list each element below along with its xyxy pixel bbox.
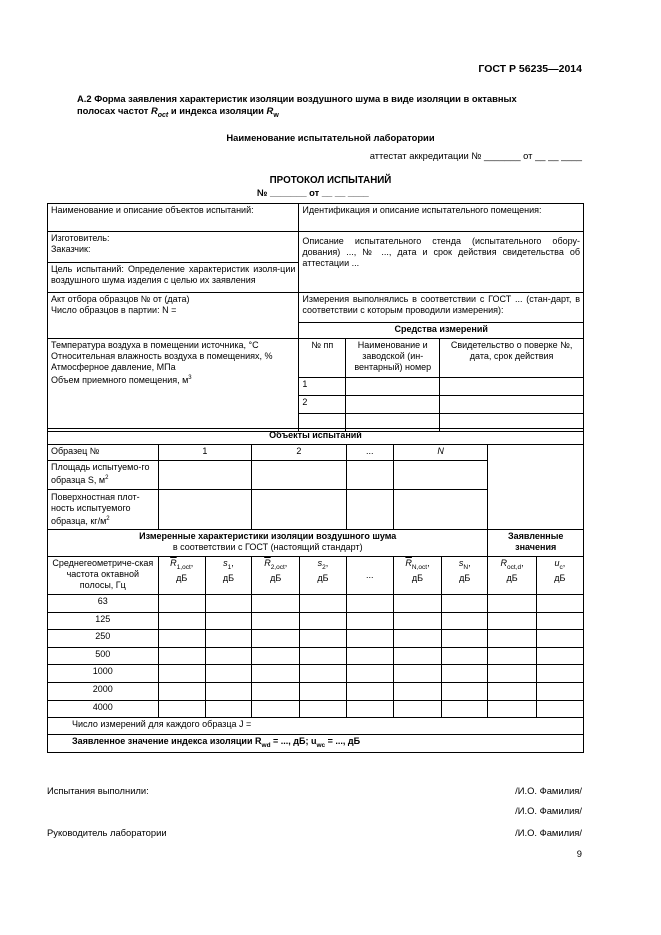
value-cell	[536, 700, 583, 718]
value-cell	[300, 630, 346, 648]
value-cell	[346, 665, 393, 683]
value-cell	[393, 647, 441, 665]
col-cert: Свидетельство о поверке №, дата, срок действия	[440, 339, 584, 378]
objects-title: Объекты испытаний	[48, 429, 584, 445]
frequency-value: 500	[48, 647, 159, 665]
frequency-row	[48, 665, 584, 683]
value-cell	[393, 595, 441, 613]
standard-reference: Измерения выполнялись в соответствии с ГОСТ ... (стан-дарт, в соответствии с которым проводили измерения):	[299, 293, 584, 323]
value-cell	[300, 700, 346, 718]
measuring-tools-header: Средства измерений	[299, 323, 584, 339]
value-cell	[393, 700, 441, 718]
value-cell	[300, 595, 346, 613]
value-cell	[536, 595, 583, 613]
value-cell	[346, 595, 393, 613]
stand-description-text: Описание испытательного стенда (испытательного обору-дования) ..., № ..., дата и срок действия свидетельства об аттестации ...	[302, 236, 580, 268]
signature-name-3: /И.О. Фамилия/	[515, 827, 582, 838]
value-cell	[300, 612, 346, 630]
col-s2: $s_2$, дБ	[300, 557, 346, 595]
value-cell	[488, 682, 536, 700]
frequency-row	[48, 700, 584, 718]
col-s1: $s_1$, дБ	[205, 557, 251, 595]
count-row: Число измерений для каждого образца J =	[48, 718, 584, 735]
signature-name-1: /И.О. Фамилия/	[515, 785, 582, 796]
measurement-table	[47, 428, 584, 753]
value-cell	[205, 647, 251, 665]
value-cell	[158, 595, 205, 613]
frequency-value: 1000	[48, 665, 159, 683]
freq-label: Среднегеометриче-ская частота октавной полосы, Гц	[48, 557, 159, 595]
objects-description: Наименование и описание объектов испытаний:	[48, 204, 299, 232]
value-cell	[346, 682, 393, 700]
test-purpose: Цель испытаний: Определение характеристик изоля-ции воздушного шума изделия с целью их заявления	[48, 263, 299, 293]
stand-description	[299, 232, 584, 293]
value-cell	[442, 612, 488, 630]
section-title-line2: полосах частот $R_{oct}$ и индекса изоляции $R_w$	[77, 105, 279, 119]
value-cell	[536, 665, 583, 683]
value-cell	[536, 630, 583, 648]
info-table	[47, 203, 584, 432]
frequency-row	[48, 647, 584, 665]
value-cell	[205, 595, 251, 613]
cell	[252, 461, 347, 490]
col-r2: $\overline{R}_{2,oct}$, дБ	[252, 557, 300, 595]
value-cell	[536, 682, 583, 700]
value-cell	[205, 682, 251, 700]
performed-label: Испытания выполнили:	[47, 785, 149, 796]
frequency-value: 4000	[48, 700, 159, 718]
value-cell	[442, 700, 488, 718]
value-cell	[488, 665, 536, 683]
measured-title	[48, 530, 488, 557]
value-cell	[252, 700, 300, 718]
standard-number: ГОСТ Р 56235—2014	[478, 63, 582, 75]
frequency-row	[48, 630, 584, 648]
col-uc: $u_c$, дБ	[536, 557, 583, 595]
value-cell	[442, 682, 488, 700]
frequency-row	[48, 595, 584, 613]
conditions: Температура воздуха в помещении источника, °С Относительная влажность воздуха в помещениях, % Атмосферное давление, МПа Объем приемного помещения, $м^3$	[48, 339, 299, 432]
value-cell	[442, 647, 488, 665]
frequency-value: 2000	[48, 682, 159, 700]
value-cell	[536, 647, 583, 665]
value-cell	[158, 612, 205, 630]
cell	[346, 461, 393, 490]
cell	[158, 490, 252, 530]
page-number: 9	[576, 848, 582, 859]
col-rd: $R_{oct,d}$, дБ	[488, 557, 536, 595]
col-r1: $\overline{R}_{1,oct}$, дБ	[158, 557, 205, 595]
declared-title: Заявленные значения	[488, 530, 584, 557]
cell	[346, 396, 440, 414]
cell	[158, 461, 252, 490]
value-cell	[442, 665, 488, 683]
value-cell	[393, 682, 441, 700]
value-cell	[488, 612, 536, 630]
col-rn: $\overline{R}_{N,oct}$, дБ	[393, 557, 441, 595]
cell	[440, 378, 584, 396]
cell	[252, 490, 347, 530]
sample-2: 2	[252, 445, 347, 461]
value-cell	[300, 665, 346, 683]
head-label: Руководитель лаборатории	[47, 827, 167, 838]
value-cell	[158, 630, 205, 648]
value-cell	[158, 647, 205, 665]
value-cell	[252, 647, 300, 665]
value-cell	[158, 682, 205, 700]
value-cell	[300, 682, 346, 700]
frequency-value: 63	[48, 595, 159, 613]
frequency-row	[48, 682, 584, 700]
cell	[346, 378, 440, 396]
empty-block	[488, 445, 584, 530]
value-cell	[346, 647, 393, 665]
frequency-value: 250	[48, 630, 159, 648]
value-cell	[536, 612, 583, 630]
row-num-1: 1	[299, 378, 346, 396]
sample-count: Число образцов в партии: N =	[51, 305, 177, 315]
value-cell	[346, 630, 393, 648]
sample-n: N	[393, 445, 488, 461]
col-num: № пп	[299, 339, 346, 378]
value-cell	[488, 647, 536, 665]
index-row: Заявленное значение индекса изоляции $R_{wd}$ = ..., дБ; $u_{wc}$ = ..., дБ	[48, 735, 584, 753]
value-cell	[442, 630, 488, 648]
frequency-value: 125	[48, 612, 159, 630]
col-dots: ...	[346, 557, 393, 595]
accreditation: аттестат аккредитации № _______ от __ __ ____	[369, 150, 582, 161]
frequency-rows	[48, 595, 584, 718]
value-cell	[346, 612, 393, 630]
value-cell	[252, 682, 300, 700]
value-cell	[252, 630, 300, 648]
col-name: Наименование и заводской (ин-вентарный) номер	[346, 339, 440, 378]
signature-name-2: /И.О. Фамилия/	[515, 805, 582, 816]
sample-act	[48, 293, 299, 339]
value-cell	[252, 595, 300, 613]
cell	[440, 396, 584, 414]
lab-name: Наименование испытательной лаборатории	[226, 132, 435, 143]
value-cell	[393, 630, 441, 648]
density-label: Поверхностная плот-ность испытуемого образца, $кг/м^2$	[48, 490, 159, 530]
protocol-title: ПРОТОКОЛ ИСПЫТАНИЙ	[269, 175, 392, 186]
value-cell	[205, 612, 251, 630]
value-cell	[158, 665, 205, 683]
value-cell	[488, 595, 536, 613]
col-sn: $s_N$, дБ	[442, 557, 488, 595]
value-cell	[205, 700, 251, 718]
measured-title-1: Измеренные характеристики изоляции воздушного шума	[139, 531, 397, 541]
value-cell	[205, 665, 251, 683]
area-label: Площадь испытуемо-го образца S, $м^2$	[48, 461, 159, 490]
value-cell	[158, 700, 205, 718]
value-cell	[442, 595, 488, 613]
value-cell	[205, 630, 251, 648]
room-identification: Идентификация и описание испытательного помещения:	[299, 204, 584, 232]
sample-label: Образец №	[48, 445, 159, 461]
cell	[393, 490, 488, 530]
section-title-line1: А.2 Форма заявления характеристик изоляции воздушного шума в виде изоляции в октавных	[77, 93, 517, 104]
measured-title-2: в соответствии с ГОСТ (настоящий стандарт)	[172, 542, 363, 552]
protocol-number: № _______ от __ __ ____	[257, 187, 369, 198]
row-num-2: 2	[299, 396, 346, 414]
value-cell	[300, 647, 346, 665]
manufacturer-customer: Изготовитель: Заказчик:	[48, 232, 299, 263]
cell	[393, 461, 488, 490]
value-cell	[488, 700, 536, 718]
value-cell	[393, 612, 441, 630]
value-cell	[393, 665, 441, 683]
value-cell	[252, 612, 300, 630]
sample-dots: ...	[346, 445, 393, 461]
section-title	[77, 93, 587, 122]
value-cell	[488, 630, 536, 648]
sample-1: 1	[158, 445, 252, 461]
frequency-row	[48, 612, 584, 630]
value-cell	[346, 700, 393, 718]
value-cell	[252, 665, 300, 683]
act-text: Акт отбора образцов № от (дата)	[51, 294, 190, 304]
cell	[346, 490, 393, 530]
